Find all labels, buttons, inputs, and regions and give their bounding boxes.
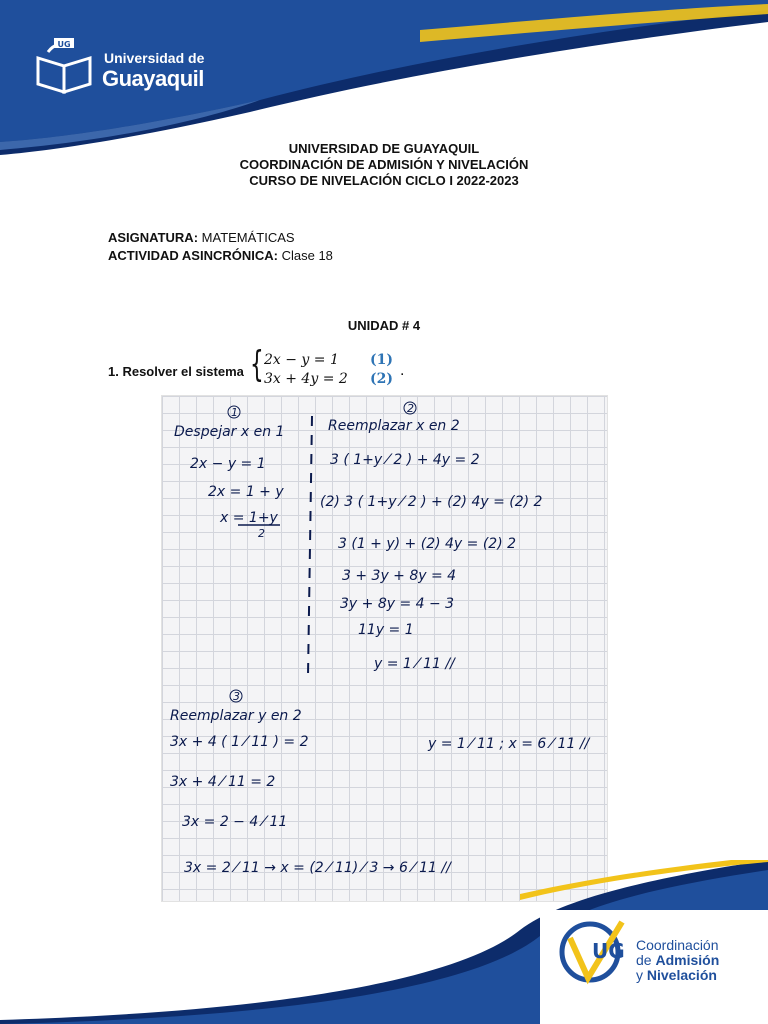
step3-line3: 3x = 2 − 4 ⁄ 11: [182, 814, 288, 830]
footer-line3: [636, 968, 717, 982]
final-result: y = 1 ⁄ 11 ; x = 6 ⁄ 11 //: [428, 736, 590, 752]
step2-mark: 2: [407, 402, 414, 415]
step1-line3: x = 1+y: [220, 510, 278, 526]
step1-line2: 2x = 1 + y: [208, 484, 284, 500]
step2-line2: (2) 3 ( 1+y ⁄ 2 ) + (2) 4y = (2) 2: [320, 494, 543, 510]
heading-coordination: COORDINACIÓN DE ADMISIÓN Y NIVELACIÓN: [239, 157, 529, 172]
unit-title: UNIDAD # 4: [347, 318, 421, 333]
step2-title: Reemplazar x en 2: [328, 418, 460, 434]
activity-value: Clase 18: [281, 248, 333, 263]
heading-course: CURSO DE NIVELACIÓN CICLO I 2022-2023: [249, 173, 519, 188]
step3-line4: 3x = 2 ⁄ 11 → x = (2 ⁄ 11) ⁄ 3 → 6 ⁄ 11 //: [184, 860, 451, 876]
step3-mark: 3: [233, 690, 240, 703]
svg-text:UG: UG: [592, 939, 625, 963]
step3-line1: 3x + 4 ( 1 ⁄ 11 ) = 2: [170, 734, 309, 750]
step2-line7: y = 1 ⁄ 11 //: [374, 656, 455, 672]
logo-text-line2: Guayaquil: [102, 66, 204, 91]
problem-end-period: .: [400, 362, 405, 379]
step2-line4: 3 + 3y + 8y = 4: [342, 568, 457, 584]
equation-1: 2x − y = 1: [264, 352, 339, 368]
step2-line6: 11y = 1: [358, 622, 414, 638]
heading-university: UNIVERSIDAD DE GUAYAQUIL: [288, 141, 480, 156]
divider-line: [308, 416, 312, 676]
step2-line1: 3 ( 1+y ⁄ 2 ) + 4y = 2: [330, 452, 480, 468]
step1-line3-denominator: 2: [258, 527, 265, 540]
document-meta: [108, 229, 333, 265]
document-heading: [0, 141, 768, 189]
step1-mark: 1: [231, 406, 238, 419]
subject-label: ASIGNATURA:: [108, 230, 199, 245]
logo-badge: UG: [57, 40, 71, 49]
problem-prompt: 1. Resolver el sistema: [108, 364, 244, 379]
footer-line3-prefix: y: [636, 967, 647, 983]
footer-line2-bold: Admisión: [655, 952, 720, 968]
subject-value: MATEMÁTICAS: [201, 230, 295, 245]
equation-2-number: (2): [370, 371, 393, 387]
logo-text-line1: Universidad de: [104, 50, 205, 66]
handwritten-solution: [161, 395, 608, 902]
equation-2: 3x + 4y = 2: [264, 371, 348, 387]
step3-line2: 3x + 4 ⁄ 11 = 2: [170, 774, 276, 790]
footer-line1: Coordinación: [636, 937, 719, 953]
step3-title: Reemplazar y en 2: [170, 708, 302, 724]
footer-line2: [636, 953, 719, 967]
system-brace: {: [250, 344, 264, 385]
book-emblem-icon: [34, 32, 100, 98]
university-logo: [34, 32, 234, 98]
step1-line1: 2x − y = 1: [190, 456, 266, 472]
ug-check-emblem-icon: [556, 918, 630, 988]
admission-logo: [556, 918, 756, 988]
equation-1-number: (1): [370, 352, 393, 368]
footer-line2-prefix: de: [636, 952, 656, 968]
step1-title: Despejar x en 1: [174, 424, 285, 440]
step2-line3: 3 (1 + y) + (2) 4y = (2) 2: [338, 536, 517, 552]
footer-line3-bold: Nivelación: [646, 967, 717, 983]
activity-row: [108, 247, 333, 265]
step2-line5: 3y + 8y = 4 − 3: [340, 596, 455, 612]
subject-row: [108, 229, 333, 247]
activity-label: ACTIVIDAD ASINCRÓNICA:: [108, 248, 278, 263]
